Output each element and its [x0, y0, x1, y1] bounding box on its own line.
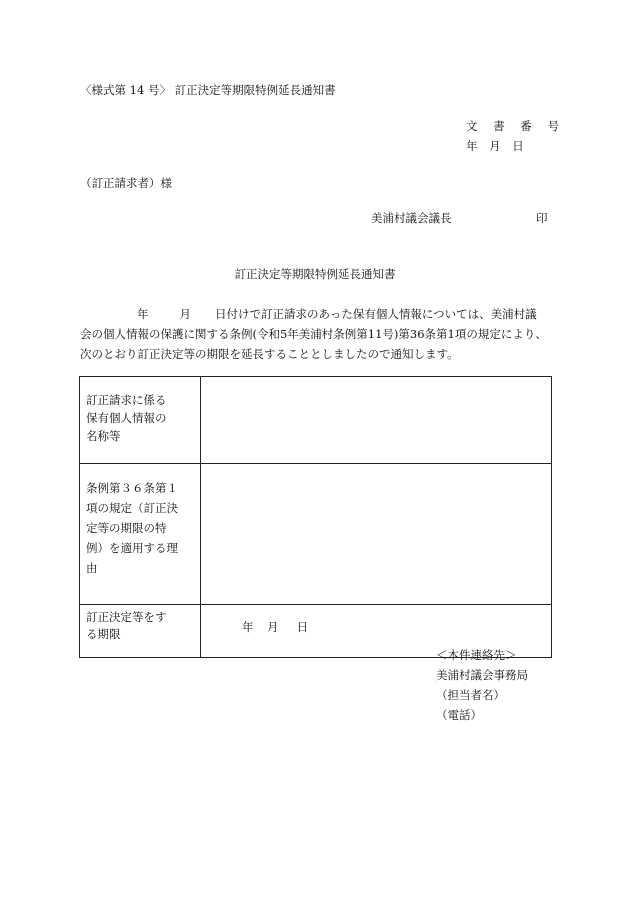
- body-line-3: 次のとおり訂正決定等の期限を延長することとしましたので通知します。: [80, 347, 459, 361]
- contact-heading: ＜本件連絡先＞: [436, 648, 517, 662]
- table-value-reason: [201, 464, 552, 605]
- contact-person: （担当者名）: [436, 688, 505, 702]
- table-label-reason: 条例第３６条第１ 項の規定（訂正決 定等の期限の特 例）を適用する理 由: [80, 464, 201, 605]
- contact-office: 美浦村議会事務局: [436, 668, 528, 682]
- body-line-1: [80, 304, 552, 324]
- table-value-info-name: [201, 377, 552, 464]
- body-line-1-rest: 日付けで訂正請求のあった保有個人情報については、美浦村議: [215, 307, 537, 321]
- addressee-label: （訂正請求者）様: [80, 176, 172, 190]
- issuer-name: 美浦村議会議長: [371, 211, 452, 225]
- notice-body: [80, 304, 552, 364]
- table-label-info-name: 訂正請求に係る 保有個人情報の 名称等: [80, 377, 201, 464]
- table-row: [80, 377, 552, 464]
- document-date-label: 年 月 日: [466, 139, 528, 153]
- form-label: 〈様式第 14 号〉 訂正決定等期限特例延長通知書: [80, 83, 336, 97]
- contact-block: [436, 645, 528, 725]
- notice-details-table: [79, 376, 552, 658]
- table-value-deadline: 年 月 日: [242, 620, 310, 634]
- table-row: [80, 464, 552, 605]
- seal-mark: 印: [536, 211, 548, 225]
- document-title: 訂正決定等期限特例延長通知書: [234, 267, 396, 281]
- document-number-label: 文 書 番 号: [466, 119, 565, 133]
- table-label-deadline: 訂正決定等をす る期限: [80, 605, 201, 658]
- body-month: 月: [179, 307, 191, 321]
- body-year: 年: [137, 307, 149, 321]
- body-line-2: 会の個人情報の保護に関する条例(令和5年美浦村条例第11号)第36条第1項の規定により、: [80, 327, 547, 341]
- contact-phone: （電話）: [436, 708, 482, 722]
